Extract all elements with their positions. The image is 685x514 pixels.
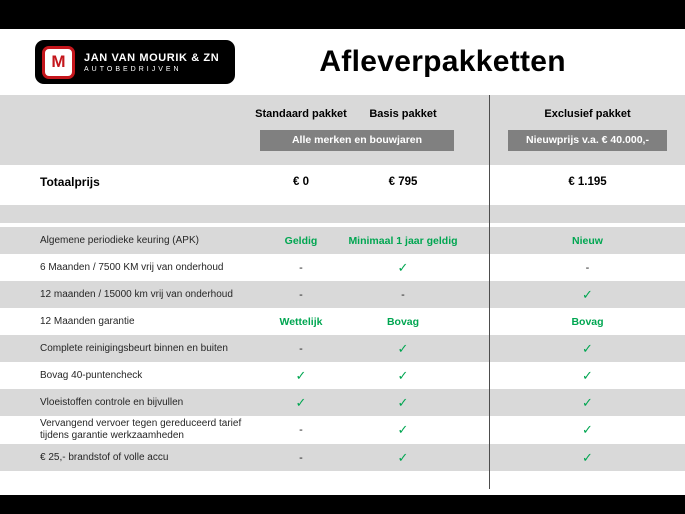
top-bar xyxy=(0,0,685,29)
total-price-standaard: € 0 xyxy=(293,176,309,188)
row-value-standaard: - xyxy=(299,342,303,355)
spacer xyxy=(459,430,490,431)
logo-company-name: JAN VAN MOURIK & ZN xyxy=(84,51,220,64)
row-value-basis: - xyxy=(401,288,405,301)
row-value-exclusief: ✓ xyxy=(582,367,593,383)
row-label: 12 Maanden garantie xyxy=(40,315,135,327)
total-price-label: Totaalprijs xyxy=(40,175,100,189)
row-value-basis: ✓ xyxy=(397,394,409,410)
spacer xyxy=(459,321,490,322)
spacer xyxy=(459,375,490,376)
row-label: 12 maanden / 15000 km vrij van onderhoud xyxy=(40,288,233,300)
row-value-exclusief: ✓ xyxy=(582,422,593,437)
row-value-exclusief: Nieuw xyxy=(572,234,603,247)
row-value-basis: Minimaal 1 jaar geldig xyxy=(348,234,458,247)
badge-nieuwprijs: Nieuwprijs v.a. € 40.000,- xyxy=(508,130,667,151)
row-reinigingsbeurt xyxy=(0,335,685,362)
row-label: Vloeistoffen controle en bijvullen xyxy=(40,396,184,408)
row-value-standaard: - xyxy=(299,424,303,436)
row-value-standaard: Geldig xyxy=(284,234,318,247)
row-label: Complete reinigingsbeurt binnen en buiten xyxy=(40,342,228,354)
row-onderhoud-12-maanden xyxy=(0,281,685,308)
table-header xyxy=(0,95,685,165)
logo-text xyxy=(84,52,219,73)
row-value-exclusief: ✓ xyxy=(582,340,593,356)
row-value-exclusief: Bovag xyxy=(571,315,604,328)
spacer xyxy=(459,240,490,241)
column-divider xyxy=(489,95,490,489)
row-brandstof xyxy=(0,444,685,471)
column-header-standaard: Standaard pakket xyxy=(255,108,347,120)
separator-band xyxy=(0,205,685,223)
spacer xyxy=(459,114,490,115)
row-vloeistoffen xyxy=(0,389,685,416)
row-value-exclusief: ✓ xyxy=(582,449,593,465)
row-value-exclusief: ✓ xyxy=(582,394,593,410)
row-value-standaard: ✓ xyxy=(295,367,307,383)
row-label: Algemene periodieke keuring (APK) xyxy=(40,234,199,246)
column-header-exclusief: Exclusief pakket xyxy=(544,108,631,120)
bottom-bar xyxy=(0,495,685,514)
row-value-basis: Bovag xyxy=(386,315,420,328)
logo-emblem-icon: M xyxy=(42,46,75,79)
spacer xyxy=(459,294,490,295)
row-value-standaard: ✓ xyxy=(295,394,307,410)
row-value-basis: ✓ xyxy=(397,449,409,465)
spacer xyxy=(459,267,490,268)
row-apk xyxy=(0,227,685,254)
row-label: € 25,- brandstof of volle accu xyxy=(40,451,169,463)
spacer xyxy=(459,457,490,458)
row-garantie xyxy=(0,308,685,335)
column-header-basis: Basis pakket xyxy=(369,108,437,120)
row-value-exclusief: - xyxy=(585,261,590,274)
spacer xyxy=(0,140,255,141)
spacer xyxy=(0,114,255,115)
row-onderhoud-6-maanden xyxy=(0,254,685,281)
row-value-basis: ✓ xyxy=(397,340,409,356)
total-price-basis: € 795 xyxy=(388,176,418,188)
row-value-standaard: - xyxy=(299,288,303,301)
badge-alle-merken: Alle merken en bouwjaren xyxy=(260,130,454,151)
row-value-standaard: - xyxy=(299,261,303,274)
row-value-basis: ✓ xyxy=(397,422,409,437)
spacer xyxy=(459,348,490,349)
row-label: Bovag 40-puntencheck xyxy=(40,369,143,381)
row-value-standaard: - xyxy=(299,451,303,464)
row-value-basis: ✓ xyxy=(397,367,409,383)
row-value-standaard: Wettelijk xyxy=(279,315,323,328)
spacer xyxy=(459,182,490,183)
company-logo xyxy=(35,40,235,84)
row-label: Vervangend vervoer tegen gereduceerd tarief tijdens garantie werkzaamheden xyxy=(40,418,242,441)
package-comparison-table xyxy=(0,95,685,495)
logo-subtitle: AUTOBEDRIJVEN xyxy=(84,65,182,73)
total-price-row xyxy=(0,165,685,199)
row-label: 6 Maanden / 7500 KM vrij van onderhoud xyxy=(40,261,224,273)
page-title: Afleverpakketten xyxy=(319,45,566,78)
masthead xyxy=(0,29,685,95)
row-value-basis: ✓ xyxy=(397,259,409,275)
spacer xyxy=(459,402,490,403)
row-value-exclusief: ✓ xyxy=(582,286,593,302)
row-vervangend-vervoer xyxy=(0,416,685,444)
total-price-exclusief: € 1.195 xyxy=(568,176,607,188)
row-puntencheck xyxy=(0,362,685,389)
